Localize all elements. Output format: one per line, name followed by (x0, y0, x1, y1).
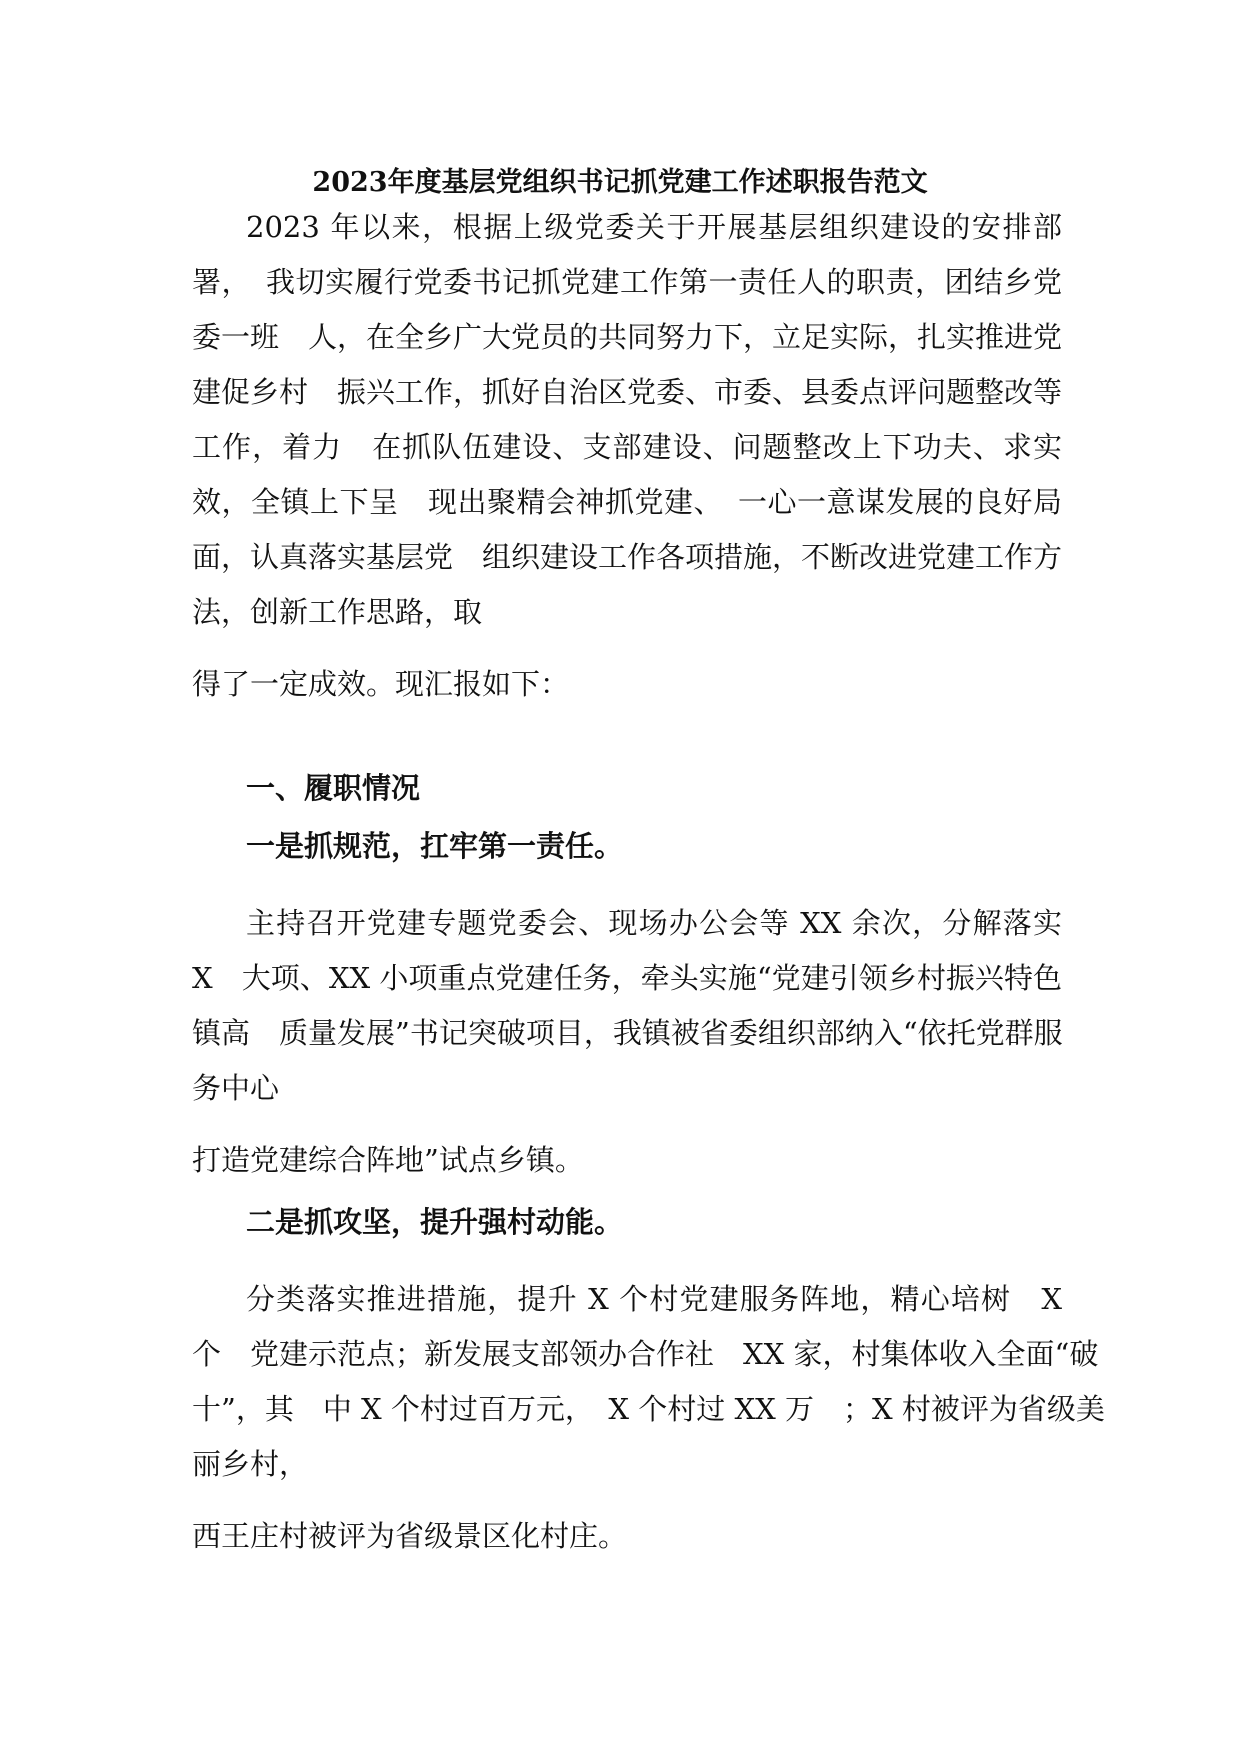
paragraph-line: 镇高 质量发展”书记突破项目，我镇被省委组织部纳入“依托党群服 (192, 1016, 1063, 1050)
document-title: 2023年度基层党组织书记抓党建工作述职报告范文 (312, 167, 928, 198)
paragraph-line: 打造党建综合阵地”试点乡镇。 (192, 1143, 584, 1177)
paragraph-line: 个 党建示范点；新发展支部领办合作社 XX 家，村集体收入全面“破 (192, 1337, 1099, 1371)
paragraph-line: 面，认真落实基层党 组织建设工作各项措施，不断改进党建工作方 (192, 540, 1063, 574)
paragraph-line: 丽乡村， (192, 1447, 309, 1481)
paragraph-line: 2023 年以来，根据上级党委关于开展基层组织建设的安排部 (246, 210, 1062, 244)
paragraph-line: 法，创新工作思路，取 (192, 595, 483, 629)
section-heading: 一、履职情况 (246, 771, 421, 805)
paragraph-line: 得了一定成效。现汇报如下： (192, 667, 570, 701)
paragraph-line: 西王庄村被评为省级景区化村庄。 (192, 1519, 628, 1553)
paragraph-line: 分类落实推进措施，提升 X 个村党建服务阵地，精心培树 X (246, 1282, 1062, 1316)
paragraph-line: 署， 我切实履行党委书记抓党建工作第一责任人的职责，团结乡党 (192, 265, 1062, 299)
paragraph-line: 委一班 人，在全乡广大党员的共同努力下，立足实际，扎实推进党 (192, 320, 1063, 354)
paragraph-line: 主持召开党建专题党委会、现场办公会等 XX 余次，分解落实 (246, 906, 1062, 940)
paragraph-line: 十”，其 中 X 个村过百万元， X 个村过 XX 万 ；X 村被评为省级美 (192, 1392, 1105, 1426)
subsection-heading: 一是抓规范，扛牢第一责任。 (246, 829, 624, 863)
paragraph-line: 务中心 (192, 1071, 280, 1105)
paragraph-line: 效，全镇上下呈 现出聚精会神抓党建、 一心一意谋发展的良好局 (192, 485, 1062, 519)
paragraph-line: 建促乡村 振兴工作，抓好自治区党委、市委、县委点评问题整改等 (192, 375, 1063, 409)
paragraph-line: X 大项、XX 小项重点党建任务，牵头实施“党建引领乡村振兴特色 (192, 961, 1062, 995)
paragraph-line: 工作，着力 在抓队伍建设、支部建设、问题整改上下功夫、求实 (192, 430, 1062, 464)
subsection-heading: 二是抓攻坚，提升强村动能。 (246, 1205, 624, 1239)
